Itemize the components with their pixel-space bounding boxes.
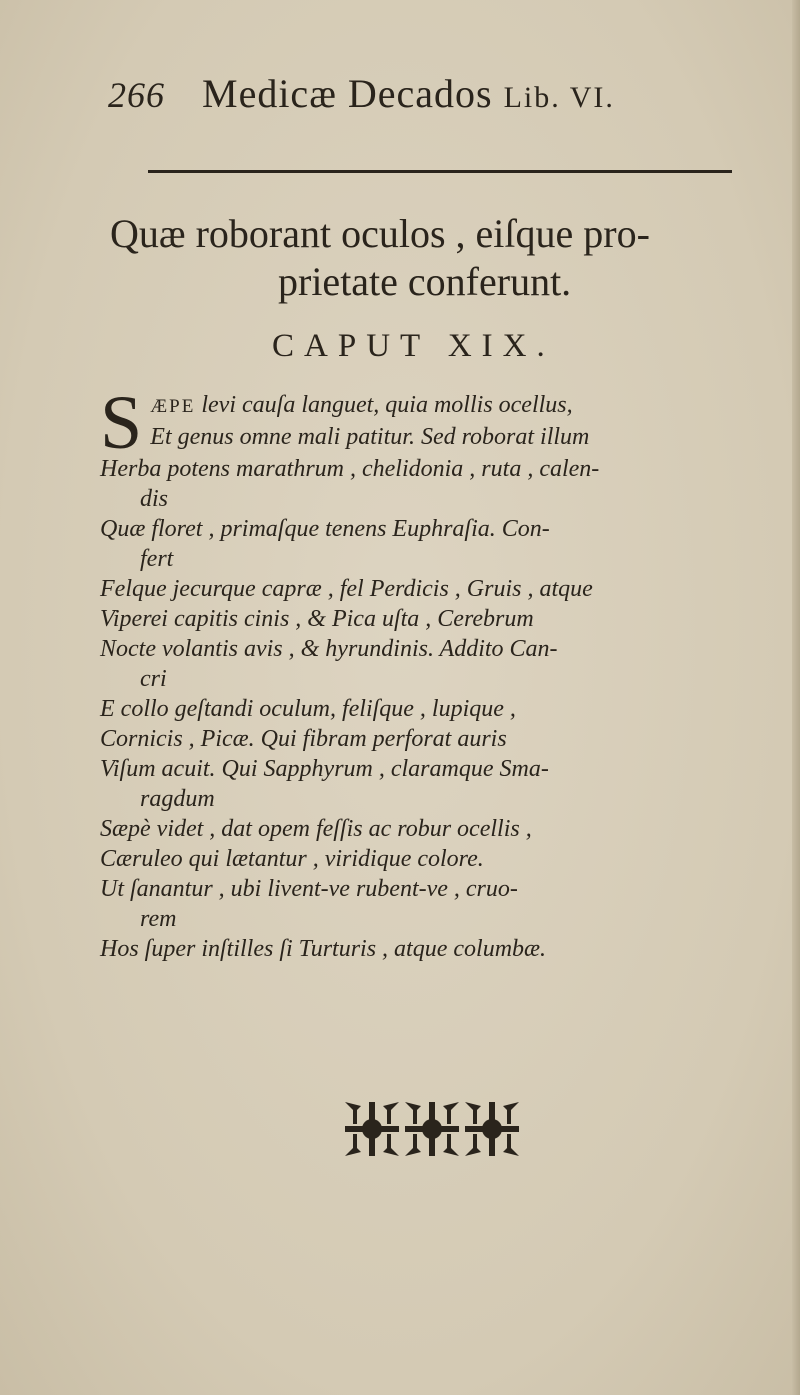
verse-line: Cornicis , Picæ. Qui fibram perforat auris bbox=[100, 726, 507, 752]
header-rule bbox=[148, 170, 732, 173]
verse-line: Cæruleo qui lætantur , viridique colore. bbox=[100, 846, 484, 872]
verse-line: rem bbox=[140, 906, 177, 932]
book-number: Lib. VI. bbox=[503, 81, 615, 114]
verse-block bbox=[100, 381, 780, 964]
verse-line: Viſum acuit. Qui Sapphyrum , claramque Sma- bbox=[100, 756, 549, 782]
page-edge bbox=[792, 0, 800, 1395]
verse-line: ragdum bbox=[140, 786, 215, 812]
chapter-title-line-2: prietate conferunt. bbox=[278, 259, 572, 304]
verse-line-1-text: levi cauſa languet, quia mollis ocellus, bbox=[201, 392, 573, 418]
verse-line: Herba potens marathrum , chelidonia , ruta , calen- bbox=[100, 456, 600, 482]
chapter-title-line-1: Quæ roborant oculos , eiſque pro- bbox=[110, 211, 650, 256]
verse-line-1 bbox=[100, 390, 780, 422]
verse-line: E collo geſtandi oculum, feliſque , lupique , bbox=[100, 696, 516, 722]
verse-line: Nocte volantis avis , & hyrundinis. Addito Can- bbox=[100, 636, 558, 662]
verse-line: fert bbox=[140, 546, 174, 572]
verse-line: Felque jecurque capræ , fel Perdicis , Gruis , atque bbox=[100, 576, 593, 602]
verse-smallcaps: ÆPE bbox=[150, 396, 196, 417]
verse-line: dis bbox=[140, 486, 169, 512]
drop-cap: S bbox=[100, 381, 143, 465]
verse-line: Hos ſuper inſtilles ſi Turturis , atque columbæ. bbox=[100, 936, 547, 962]
chapter-heading: CAPUT XIX. bbox=[272, 328, 555, 364]
verse-line: Viperei capitis cinis , & Pica uſta , Cerebrum bbox=[100, 606, 534, 632]
verse-line: Quæ floret , primaſque tenens Euphraſia. Con- bbox=[100, 516, 550, 542]
chapter-title bbox=[110, 210, 770, 306]
running-title: Medicæ Decados bbox=[202, 71, 493, 116]
verse-line: Sæpè videt , dat opem feſſis ac robur ocellis , bbox=[100, 816, 532, 842]
printers-ornament-icon bbox=[340, 1098, 525, 1160]
page-number: 266 bbox=[108, 75, 165, 115]
verse-line: cri bbox=[140, 666, 167, 692]
running-header bbox=[108, 70, 708, 120]
verse-line: Et genus omne mali patitur. Sed roborat illum bbox=[150, 424, 590, 450]
verse-line: Ut ſanantur , ubi livent-ve rubent-ve , cruo- bbox=[100, 876, 518, 902]
